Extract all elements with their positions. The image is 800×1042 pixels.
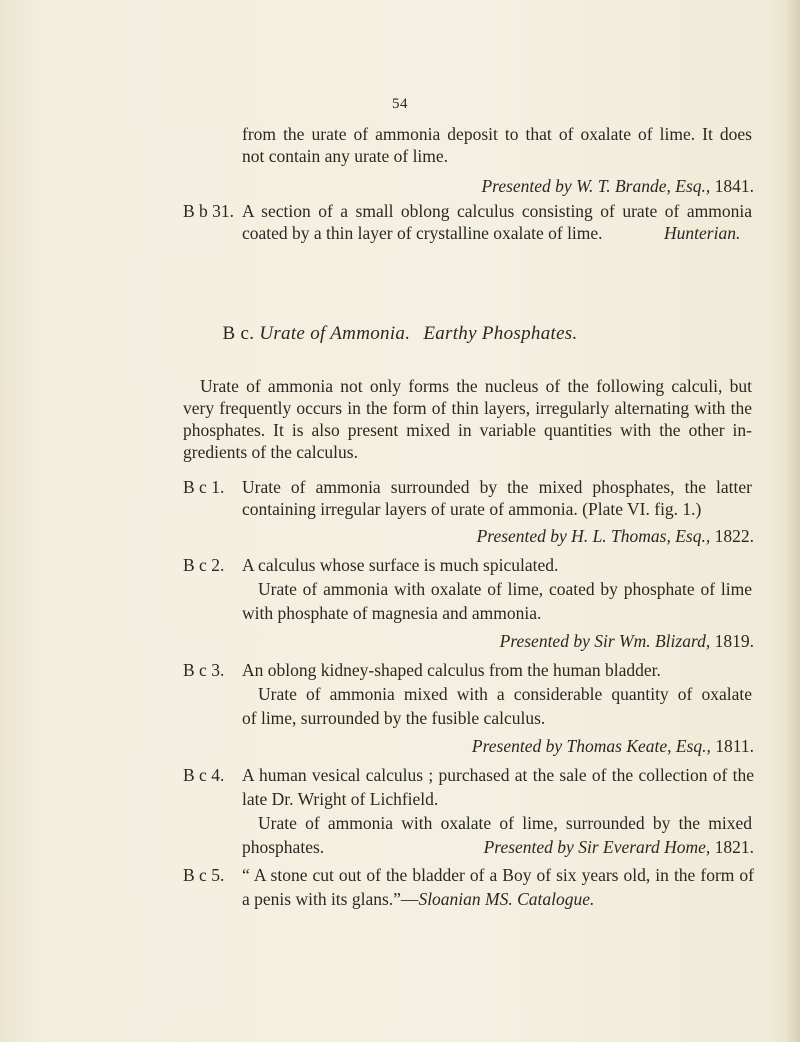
entry-line-1: A human vesical calculus ; purchased at the sale of the collection of the xyxy=(242,765,754,785)
intro-line-3: phosphates. It is also present mixed in variable quantities with the other in- xyxy=(183,420,752,440)
presenter-name: Presented by Thomas Keate, Esq., xyxy=(471,736,711,756)
section-title-2: Earthy Phosphates. xyxy=(423,323,578,344)
entry-line-2: late Dr. Wright of Lichfield. xyxy=(242,789,439,809)
presenter-name: Presented by Sir Wm. Blizard, xyxy=(499,631,711,651)
entry-line-1: “ A stone cut out of the bladder of a Boy of six years old, in the form of xyxy=(242,865,754,885)
continuation-presenter xyxy=(242,175,754,197)
page-edge-shadow xyxy=(786,0,800,1042)
entry-code: B c 5. xyxy=(183,865,225,885)
section-code: B c. xyxy=(222,323,255,344)
presenter-name: Presented by W. T. Brande, Esq., xyxy=(481,176,711,196)
presenter-year: 1841. xyxy=(710,176,754,196)
entry-presenter xyxy=(242,525,754,547)
entry-line-2: Urate of ammonia mixed with a considerable quantity of oxalate xyxy=(258,684,752,704)
entry-line-3: with phosphate of magnesia and ammonia. xyxy=(242,603,542,623)
intro-line-2: very frequently occurs in the form of thin layers, irregularly alternating with the xyxy=(183,398,752,418)
entry-code: B c 4. xyxy=(183,765,225,785)
presenter-year: 1822. xyxy=(710,526,754,546)
collection-name: Hunterian. xyxy=(664,223,741,243)
entry-line-1: A calculus whose surface is much spiculated. xyxy=(242,555,559,575)
entry-line-2: containing irregular layers of urate of ammonia. (Plate VI. fig. 1.) xyxy=(242,499,702,519)
entry-presenter xyxy=(242,735,754,757)
continuation-line-2: not contain any urate of lime. xyxy=(242,146,449,166)
presenter-year: 1819. xyxy=(710,631,754,651)
quote-end: a penis with its glans.”— xyxy=(242,889,419,909)
presenter-year: 1821. xyxy=(710,837,754,857)
presenter-name: Presented by Sir Everard Home, xyxy=(483,837,711,857)
entry-presenter xyxy=(242,630,754,652)
presenter-name: Presented by H. L. Thomas, Esq., xyxy=(476,526,711,546)
entry-code: B b 31. xyxy=(183,201,235,221)
page-number: 54 xyxy=(392,96,408,112)
entry-line-3: of lime, surrounded by the fusible calculus. xyxy=(242,708,546,728)
entry-code: B c 1. xyxy=(183,477,225,497)
entry-last-line-start: phosphates. xyxy=(242,837,325,857)
entry-line-2: Urate of ammonia with oxalate of lime, coated by phosphate of lime xyxy=(258,579,752,599)
entry-last-line xyxy=(242,888,594,910)
intro-line-1: Urate of ammonia not only forms the nucleus of the following calculi, but xyxy=(200,376,752,396)
continuation-line-1: from the urate of ammonia deposit to that of oxalate of lime. It does xyxy=(242,124,752,144)
section-heading xyxy=(0,323,800,345)
presenter-year: 1811. xyxy=(710,736,754,756)
entry-line-2: coated by a thin layer of crystalline oxalate of lime. xyxy=(242,223,603,243)
entry-line-1: An oblong kidney-shaped calculus from the human bladder. xyxy=(242,660,661,680)
entry-line-1: Urate of ammonia surrounded by the mixed phosphates, the latter xyxy=(242,477,752,497)
section-title-1: Urate of Ammonia. xyxy=(259,323,411,344)
entry-line-3: Urate of ammonia with oxalate of lime, surrounded by the mixed xyxy=(258,813,752,833)
entry-presenter xyxy=(400,836,754,858)
entry-code: B c 3. xyxy=(183,660,225,680)
intro-line-4: gredients of the calculus. xyxy=(183,442,358,462)
source-citation: Sloanian MS. Catalogue. xyxy=(418,889,595,909)
entry-line-1: A section of a small oblong calculus consisting of urate of ammonia xyxy=(242,201,752,221)
entry-code: B c 2. xyxy=(183,555,225,575)
